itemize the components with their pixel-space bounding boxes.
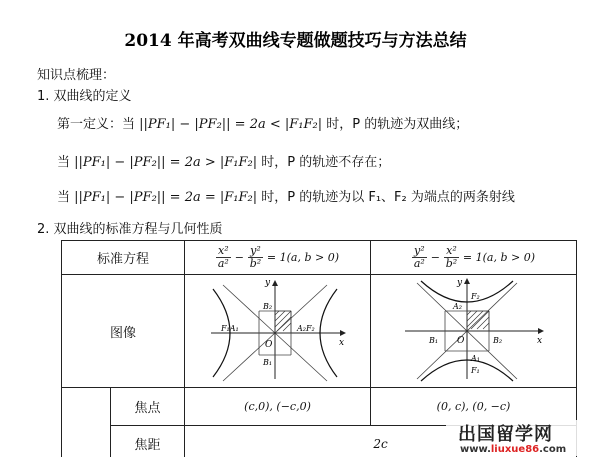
focal-length-value: 2c: [185, 426, 577, 457]
definition-1-math: ||PF₁| − |PF₂|| = 2a < |F₁F₂|: [139, 117, 323, 132]
graph1-origin-label: O: [264, 340, 272, 350]
section-2-heading: 2. 双曲线的标准方程与几何性质: [37, 222, 223, 237]
eq2-frac-1: $\frac{\text{y²}}{\text{a²}}$: [413, 244, 425, 270]
graph2-f1-label: F₁: [470, 366, 480, 375]
definition-3: [57, 186, 515, 205]
definition-2: [57, 151, 390, 170]
standard-equation-label: 标准方程: [62, 241, 185, 275]
graph2-a1-label: A₁: [470, 354, 480, 363]
horizontal-hyperbola-graph: [203, 275, 353, 383]
graph-vertical-cell: [371, 275, 577, 388]
focal-length-label: 焦距: [111, 426, 185, 457]
definition-2-prefix: 当: [57, 155, 71, 170]
page-title: 2014 年高考双曲线专题做题技巧与方法总结: [124, 31, 467, 51]
table-row-standard-equation: [62, 241, 577, 275]
section-1-heading: 1. 双曲线的定义: [37, 89, 132, 104]
standard-equation-y: $\frac{\text{y²}}{\text{a²}}$ − $\frac{\text{x²}}{\text{b²}}$ = 1(a, b > 0): [371, 241, 577, 275]
focus-value-x: (c,0), (−c,0): [185, 388, 371, 426]
eq1-frac-1: $\frac{\text{x²}}{\text{a²}}$: [217, 244, 229, 270]
graph1-y-label: y: [264, 278, 270, 288]
table-blank-merged-cell: [62, 388, 111, 457]
graph-horizontal-cell: [185, 275, 371, 388]
graph1-b1-label: B₁: [262, 358, 272, 367]
eq1-frac-2: $\frac{\text{y²}}{\text{b²}}$: [249, 244, 262, 270]
knowledge-heading: 知识点梳理：: [37, 68, 116, 83]
image-label: 图像: [62, 275, 185, 388]
graph1-x-label: x: [338, 338, 344, 348]
graph1-b2-label: B₂: [262, 302, 272, 311]
definition-2-math: ||PF₁| − |PF₂|| = 2a > |F₁F₂|: [74, 155, 258, 170]
table-row-image: [62, 275, 577, 388]
definition-3-suffix: 时，P 的轨迹为以 F₁、F₂ 为端点的两条射线: [261, 190, 515, 205]
vertical-hyperbola-graph: [399, 275, 549, 383]
watermark-title: 出国留学网: [458, 424, 553, 445]
definition-1: [57, 113, 468, 132]
site-watermark: [446, 420, 586, 456]
definition-2-suffix: 时，P 的轨迹不存在；: [261, 155, 391, 170]
graph2-f2-label: F₂: [470, 292, 480, 301]
graph2-x-label: x: [536, 336, 542, 346]
watermark-url: www.liuxue86.com: [460, 444, 567, 455]
focus-value-y: (0, c), (0, −c): [371, 388, 577, 426]
graph2-origin-label: O: [456, 336, 464, 346]
graph1-a2f2-label: A₂F₂: [296, 324, 315, 333]
definition-3-math: ||PF₁| − |PF₂|| = 2a = |F₁F₂|: [74, 190, 258, 205]
definition-1-prefix: 第一定义：当: [57, 117, 136, 132]
focus-label: 焦点: [111, 388, 185, 426]
definition-3-prefix: 当: [57, 190, 71, 205]
graph2-a2-label: A₂: [452, 302, 462, 311]
graph2-y-label: y: [456, 278, 462, 288]
graph2-b2-label: B₂: [492, 336, 502, 345]
graph1-f1a1-label: F₁A₁: [220, 324, 239, 333]
graph2-b1-label: B₁: [428, 336, 438, 345]
standard-equation-x: $\frac{\text{x²}}{\text{a²}}$ − $\frac{\text{y²}}{\text{b²}}$ = 1(a, b > 0): [185, 241, 371, 275]
definition-1-suffix: 时，P 的轨迹为双曲线；: [326, 117, 469, 132]
eq2-frac-2: $\frac{\text{x²}}{\text{b²}}$: [445, 244, 458, 270]
